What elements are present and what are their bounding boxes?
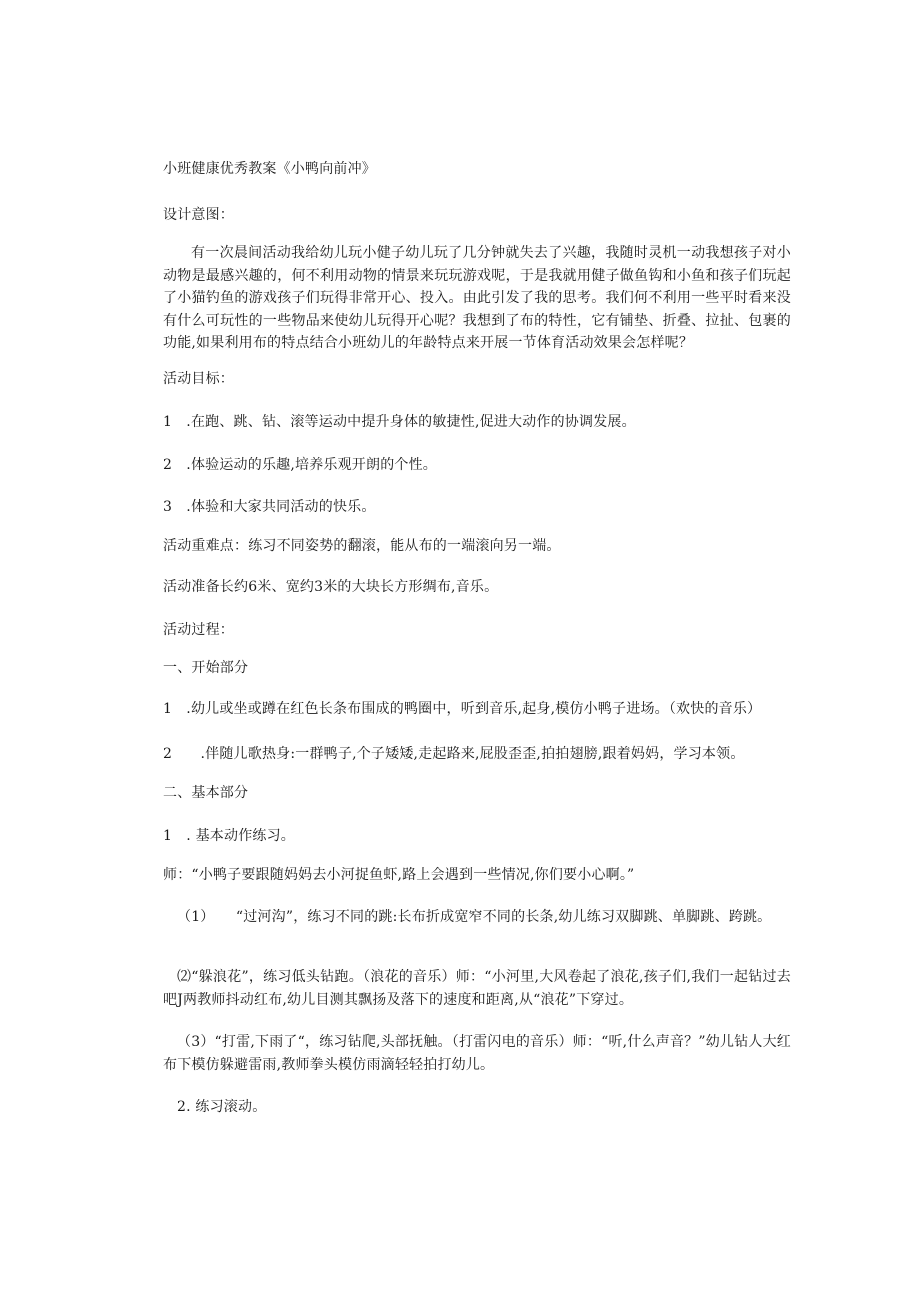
goal-item-2: 2 .体验运动的乐趣,培养乐观开朗的个性。 [163,457,438,473]
step-3: （3）“打雷,下雨了“，练习钻爬,头部抚触。（打雷闪电的音乐）师：“听,什么声音？”幼儿钻人大红布下模仿躲避雷雨,教师拳头模仿雨滴轻轻拍打幼儿。 [163,1034,791,1073]
goal-item-1: 1 .在跑、跳、钻、滚等运动中提升身体的敏捷性,促进大动作的协调发展。 [163,414,636,430]
part-2-heading: 二、基本部分 [163,785,249,801]
part-1-item-1: 1 .幼儿或坐或蹲在红色长条布围成的鸭圈中，听到音乐,起身,模仿小鸭子进场。（欢快的音乐） [163,701,762,717]
design-intent-heading: 设计意图： [163,207,234,223]
goal-item-3: 3 .体验和大家共同活动的快乐。 [163,499,376,515]
teacher-line: 师：“小鸭子要跟随妈妈去小河捉鱼虾,路上会遇到一些情况,你们要小心啊。” [163,867,635,883]
step-1: （1） “过河沟”，练习不同的跳:长布折成宽窄不同的长条,幼儿练习双脚跳、单脚跳、跨跳。 [177,909,772,925]
design-intent-paragraph: 有一次晨间活动我给幼儿玩小健子幼儿玩了几分钟就失去了兴趣，我随时灵机一动我想孩子对小动物是最感兴趣的，何不利用动物的情景来玩玩游戏呢，于是我就用健子做鱼钩和小鱼和孩子们玩起了小猫钓鱼的游戏孩子们玩得非常开心、投入。由此引发了我的思考。我们何不利用一些平时看来没有什么可玩性的一些物品来使幼儿玩得开心呢？我想到了布的特性，它有铺垫、折叠、拉扯、包裹的功能,如果利用布的特点结合小班幼儿的年龄特点来开展一节体育活动效果会怎样呢？ [163,245,791,351]
part-2-item-2: 2. 练习滚动。 [177,1099,267,1115]
key-points: 活动重难点：练习不同姿势的翻滚，能从布的一端滚向另一端。 [163,538,561,554]
step-2: ⑵“躲浪花”，练习低头钻跑。（浪花的音乐）师：“小河里,大风卷起了浪花,孩子们,我们一起钻过去吧J两教师抖动红布,幼儿目测其飘扬及落下的速度和距离,从“浪花”下穿过。 [163,969,791,1008]
part-2-item-1: 1 . 基本动作练习。 [163,828,296,844]
part-1-item-2: 2 .伴随儿歌热身:一群鸭子,个子矮矮,走起路来,屁股歪歪,拍拍翅膀,跟着妈妈，学习本领。 [163,746,745,762]
preparation: 活动准备长约6米、宽约3米的大块长方形绸布,音乐。 [163,579,499,595]
goals-heading: 活动目标： [163,371,234,387]
part-1-heading: 一、开始部分 [163,660,249,676]
process-heading: 活动过程： [163,622,234,638]
document-title: 小班健康优秀教案《小鸭向前冲》 [163,161,376,177]
